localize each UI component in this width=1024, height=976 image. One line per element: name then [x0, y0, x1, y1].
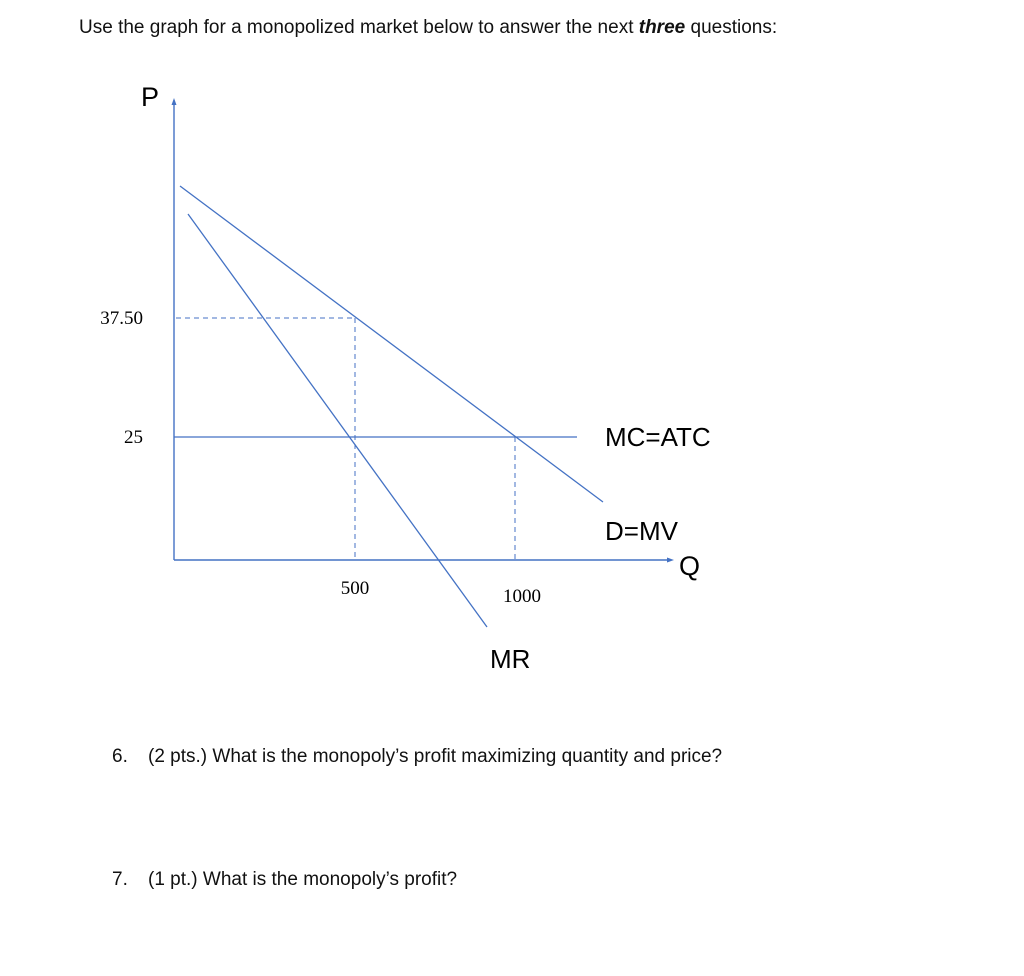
x-tick-500: 500 [340, 578, 370, 599]
question-7 [112, 869, 457, 891]
y-tick-37-50: 37.50 [100, 308, 143, 329]
instructions-emphasis: three [638, 17, 686, 38]
x-axis-arrow [667, 558, 674, 563]
instructions-after: questions: [685, 17, 778, 38]
y-axis-label: P [141, 82, 160, 112]
question-6-number: 6. [112, 746, 128, 767]
question-7-number: 7. [112, 869, 128, 890]
demand-line [180, 186, 603, 502]
instructions-before: Use the graph for a monopolized market below to answer the next [79, 17, 639, 38]
x-tick-1000: 1000 [503, 586, 541, 607]
mr-line [188, 214, 487, 627]
y-tick-25: 25 [124, 427, 143, 448]
mr-label: MR [490, 644, 531, 674]
demand-label: D=MV [605, 516, 678, 546]
mc-atc-label: MC=ATC [605, 422, 711, 452]
x-axis-label: Q [679, 551, 701, 581]
question-7-text: (1 pt.) What is the monopoly’s profit? [148, 869, 458, 890]
y-axis-arrow [172, 98, 177, 105]
question-6-text: (2 pts.) What is the monopoly’s profit maximizing quantity and price? [148, 746, 723, 767]
question-6 [112, 746, 722, 768]
